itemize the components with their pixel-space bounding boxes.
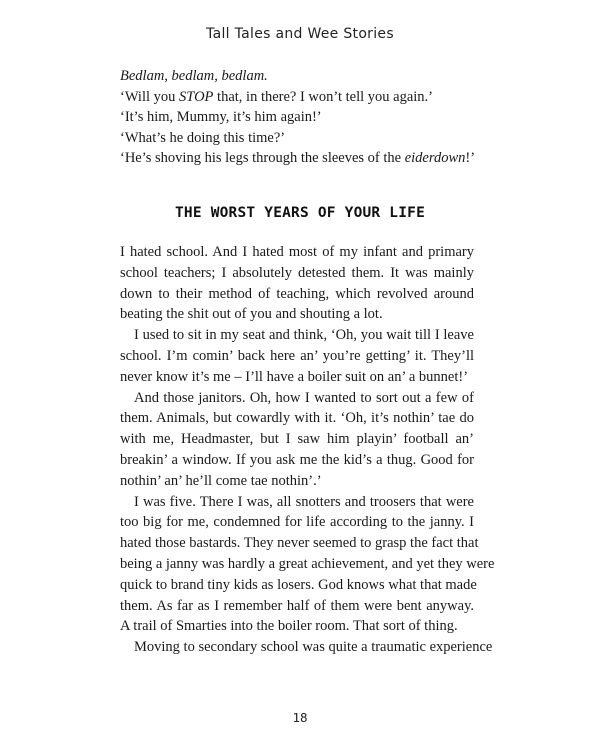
verse-line: ‘He’s shoving his legs through the sleeves of the eiderdown!’ xyxy=(120,150,476,167)
verse-block xyxy=(120,66,520,169)
text-line: nothin’ an’ he’ll come tae nothin’.’ xyxy=(120,472,322,489)
text-line: too big for me, condemned for life according to the janny. I xyxy=(120,514,474,531)
text-line: And those janitors. Oh, how I wanted to sort out a few of xyxy=(134,389,474,406)
text-line: Moving to secondary school was quite a traumatic experience xyxy=(134,639,493,656)
running-head: Tall Tales and Wee Stories xyxy=(206,26,394,42)
text-line: school teachers; I absolutely detested them. It was mainly xyxy=(120,264,474,281)
text-line: I used to sit in my seat and think, ‘Oh, you wait till I leave xyxy=(134,327,474,344)
chapter-heading: THE WORST YEARS OF YOUR LIFE xyxy=(174,205,426,221)
text-line: never know it’s me – I’ll have a boiler suit on an’ a bunnet!’ xyxy=(120,368,469,385)
verse-line: ‘It’s him, Mummy, it’s him again!’ xyxy=(120,109,322,126)
text-line: being a janny was hardly a great achievement, and yet they were xyxy=(120,555,495,572)
text-line: A trail of Smarties into the boiler room. That sort of thing. xyxy=(120,618,458,635)
verse-line: ‘Will you STOP that, in there? I won’t tell you again.’ xyxy=(120,88,434,105)
page-number: 18 xyxy=(292,710,308,725)
text-line: school. I’m comin’ back here an’ you’re getting’ it. They’ll xyxy=(120,347,474,364)
text-line: quick to brand tiny kids as losers. God knows what that made xyxy=(120,576,477,593)
text-line: I was five. There I was, all snotters and troosers that were xyxy=(134,493,474,510)
text-line: them. As far as I remember half of them were bent anyway. xyxy=(120,597,474,614)
text-line: them. Animals, but cowardly with it. ‘Oh, it’s nothin’ tae do xyxy=(120,410,474,427)
text-line: breakin’ a window. If you ask me the kid’s a thug. Good for xyxy=(120,451,474,468)
verse-line: ‘What’s he doing this time?’ xyxy=(120,129,286,146)
body-text xyxy=(120,242,495,658)
text-line: hated those bastards. They never seemed to grasp the fact that xyxy=(120,535,479,552)
text-line: I hated school. And I hated most of my infant and primary xyxy=(120,244,474,260)
text-line: with me, Headmaster, but I saw him playin’ football an’ xyxy=(120,431,474,448)
verse-line: Bedlam, bedlam, bedlam. xyxy=(120,68,268,84)
text-line: down to their method of teaching, which revolved around xyxy=(120,285,474,302)
text-line: beating the shit out of you and shouting a lot. xyxy=(120,306,383,323)
